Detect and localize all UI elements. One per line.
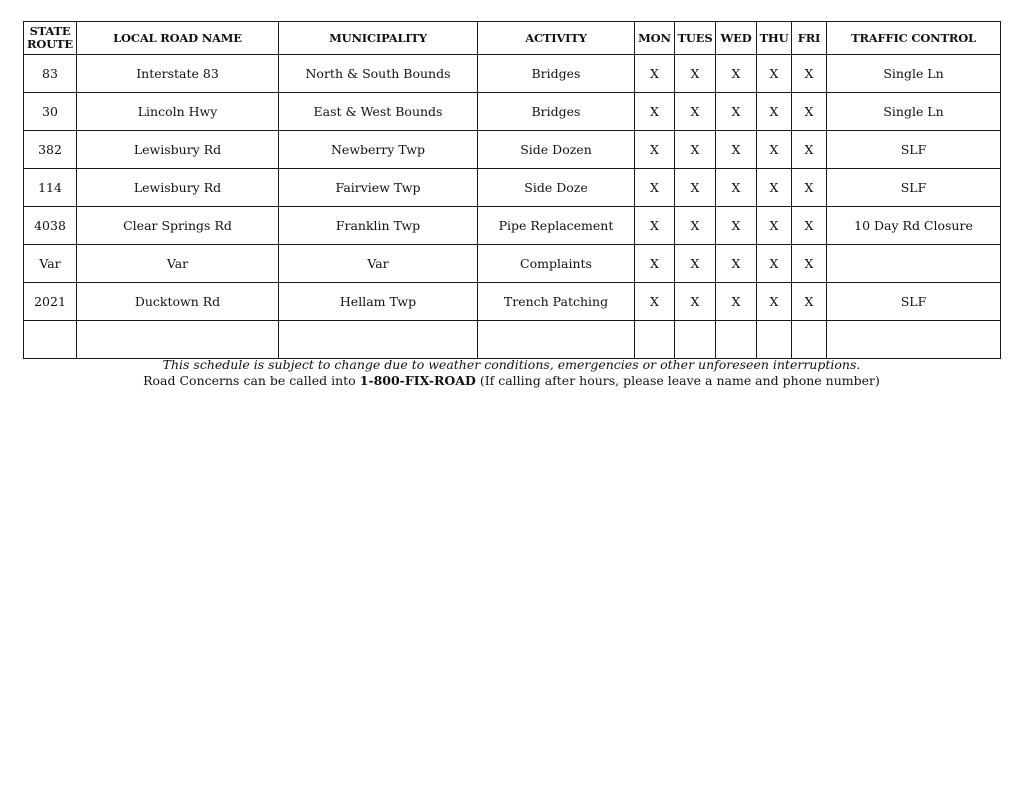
cell-municipality: Fairview Twp: [279, 169, 478, 207]
table-row: [24, 245, 1001, 283]
cell-wed: X: [716, 93, 757, 131]
cell-state-route: 83: [24, 55, 77, 93]
header-mon: MON: [635, 22, 675, 55]
cell-local-road-name: Clear Springs Rd: [77, 207, 279, 245]
table-row: [24, 131, 1001, 169]
cell-mon: X: [635, 93, 675, 131]
cell-mon: X: [635, 283, 675, 321]
cell-local-road-name: Var: [77, 245, 279, 283]
cell-traffic-control: 10 Day Rd Closure: [827, 207, 1001, 245]
cell-municipality: [279, 321, 478, 359]
table-row: [24, 207, 1001, 245]
cell-thu: X: [757, 207, 792, 245]
cell-tues: X: [675, 283, 716, 321]
cell-wed: X: [716, 207, 757, 245]
contact-phone-number: 1-800-FIX-ROAD: [359, 373, 476, 388]
cell-thu: X: [757, 55, 792, 93]
cell-mon: X: [635, 169, 675, 207]
cell-state-route: [24, 321, 77, 359]
cell-local-road-name: [77, 321, 279, 359]
cell-local-road-name: Lewisbury Rd: [77, 169, 279, 207]
cell-local-road-name: Lincoln Hwy: [77, 93, 279, 131]
table-row: [24, 55, 1001, 93]
cell-municipality: Franklin Twp: [279, 207, 478, 245]
cell-activity: Side Doze: [478, 169, 635, 207]
cell-traffic-control: Single Ln: [827, 93, 1001, 131]
cell-mon: [635, 321, 675, 359]
cell-fri: X: [792, 131, 827, 169]
header-row: [24, 22, 1001, 55]
header-fri: FRI: [792, 22, 827, 55]
cell-tues: [675, 321, 716, 359]
cell-tues: X: [675, 131, 716, 169]
cell-traffic-control: [827, 245, 1001, 283]
cell-activity: Bridges: [478, 55, 635, 93]
cell-traffic-control: SLF: [827, 169, 1001, 207]
cell-state-route: 30: [24, 93, 77, 131]
road-work-schedule-table: [23, 21, 1001, 359]
cell-thu: X: [757, 131, 792, 169]
header-local-road-name: LOCAL ROAD NAME: [77, 22, 279, 55]
header-tues: TUES: [675, 22, 716, 55]
cell-fri: [792, 321, 827, 359]
cell-municipality: Var: [279, 245, 478, 283]
cell-tues: X: [675, 207, 716, 245]
header-thu: THU: [757, 22, 792, 55]
cell-thu: X: [757, 93, 792, 131]
cell-activity: Pipe Replacement: [478, 207, 635, 245]
header-municipality: MUNICIPALITY: [279, 22, 478, 55]
cell-thu: X: [757, 283, 792, 321]
header-state-route-line1: STATE: [29, 24, 71, 38]
cell-municipality: East & West Bounds: [279, 93, 478, 131]
schedule-notes: [23, 357, 1000, 389]
cell-thu: X: [757, 169, 792, 207]
cell-thu: [757, 321, 792, 359]
cell-municipality: North & South Bounds: [279, 55, 478, 93]
table-row-empty: [24, 321, 1001, 359]
cell-state-route: Var: [24, 245, 77, 283]
cell-state-route: 4038: [24, 207, 77, 245]
cell-traffic-control: [827, 321, 1001, 359]
cell-wed: X: [716, 55, 757, 93]
cell-mon: X: [635, 131, 675, 169]
cell-tues: X: [675, 55, 716, 93]
cell-activity: Bridges: [478, 93, 635, 131]
contact-prefix: Road Concerns can be called into: [143, 373, 360, 388]
header-activity: ACTIVITY: [478, 22, 635, 55]
table-header: [24, 22, 1001, 55]
cell-activity: Complaints: [478, 245, 635, 283]
cell-state-route: 114: [24, 169, 77, 207]
header-state-route: [24, 22, 77, 55]
cell-tues: X: [675, 93, 716, 131]
cell-activity: [478, 321, 635, 359]
cell-mon: X: [635, 207, 675, 245]
cell-wed: X: [716, 283, 757, 321]
table-row: [24, 93, 1001, 131]
cell-fri: X: [792, 93, 827, 131]
cell-municipality: Hellam Twp: [279, 283, 478, 321]
cell-traffic-control: SLF: [827, 283, 1001, 321]
cell-local-road-name: Ducktown Rd: [77, 283, 279, 321]
cell-wed: [716, 321, 757, 359]
cell-local-road-name: Interstate 83: [77, 55, 279, 93]
cell-activity: Trench Patching: [478, 283, 635, 321]
header-wed: WED: [716, 22, 757, 55]
cell-tues: X: [675, 245, 716, 283]
cell-wed: X: [716, 131, 757, 169]
cell-thu: X: [757, 245, 792, 283]
header-traffic-control: TRAFFIC CONTROL: [827, 22, 1001, 55]
cell-fri: X: [792, 55, 827, 93]
contact-suffix: (If calling after hours, please leave a name and phone number): [475, 373, 880, 388]
cell-fri: X: [792, 283, 827, 321]
cell-traffic-control: Single Ln: [827, 55, 1001, 93]
cell-fri: X: [792, 207, 827, 245]
cell-activity: Side Dozen: [478, 131, 635, 169]
cell-state-route: 382: [24, 131, 77, 169]
cell-wed: X: [716, 169, 757, 207]
table-row: [24, 169, 1001, 207]
cell-municipality: Newberry Twp: [279, 131, 478, 169]
cell-mon: X: [635, 245, 675, 283]
cell-fri: X: [792, 169, 827, 207]
cell-mon: X: [635, 55, 675, 93]
cell-traffic-control: SLF: [827, 131, 1001, 169]
cell-tues: X: [675, 169, 716, 207]
cell-fri: X: [792, 245, 827, 283]
header-state-route-line2: ROUTE: [27, 37, 73, 51]
table-row: [24, 283, 1001, 321]
contact-line: [23, 373, 1000, 389]
cell-local-road-name: Lewisbury Rd: [77, 131, 279, 169]
cell-wed: X: [716, 245, 757, 283]
cell-state-route: 2021: [24, 283, 77, 321]
table-body: [24, 55, 1001, 359]
schedule-disclaimer: This schedule is subject to change due to weather conditions, emergencies or other unforeseen interruptions.: [162, 357, 861, 372]
